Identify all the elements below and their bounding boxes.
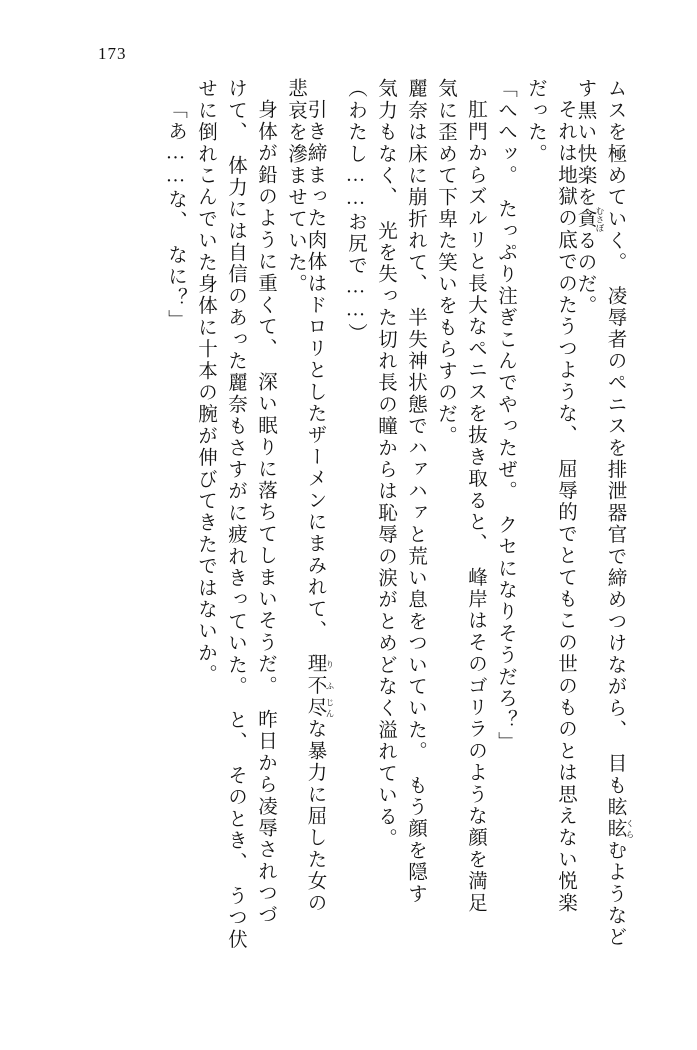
text-line: ムスを極めていく。 凌辱者のペニスを排泄器官で締めつけながら、 目も眩眩 くらむようなど bbox=[604, 78, 635, 949]
text-line: 身体が鉛のように重くて、 深い眠りに落ちてしまいそうだ。 昨日から凌辱されつづ bbox=[255, 99, 276, 926]
text-line: 肛門からズルリと長大なペニスを抜き取ると、 峰岸はそのゴリラのような顔を満足 bbox=[465, 99, 486, 914]
text-line: 引き締まった肉体はドロリとしたザーメンにまみれて、 理 り不 ふ尽 じんな暴力に屈した女の bbox=[304, 99, 335, 914]
text-line: だった。 bbox=[525, 78, 546, 165]
text-line: 気に歪めて下卑た笑いをもらすのだ。 bbox=[435, 78, 456, 447]
text-line: （わたし……お尻で……） bbox=[345, 78, 366, 345]
text-line: 「へへッ。 たっぷり注ぎこんでやったぜ。 クセになりそうだろ？」 bbox=[495, 78, 516, 753]
text-line: 気力もなく、 光を失った切れ長の瞳からは恥辱の涙がとめどなく溢れている。 bbox=[375, 78, 396, 850]
text-line: せに倒れこんでいた身体に十本の腕が伸びてきたではないか。 bbox=[195, 78, 216, 686]
text-line: 麗奈は床に崩折れて、 半失神状態でハァハァと荒い息をついていた。 もう顔を隠す bbox=[405, 78, 426, 905]
page-number: 173 bbox=[98, 44, 127, 63]
text-line: けて、 体力には自信のあった麗奈もさすがに疲れきっていた。 と、 そのとき、 うつ伏 bbox=[225, 78, 246, 951]
text-line: す黒い快楽を貪 むさぼるのだ。 bbox=[574, 78, 605, 317]
body-text bbox=[62, 78, 635, 983]
text-line: 悲哀を滲ませていた。 bbox=[285, 78, 306, 295]
text-line: 「あ……な、 なに？」 bbox=[165, 99, 186, 331]
text-line: それは地獄の底でのたうつような、 屈辱的でとてもこの世のものとは思えない悦楽 bbox=[555, 99, 576, 914]
